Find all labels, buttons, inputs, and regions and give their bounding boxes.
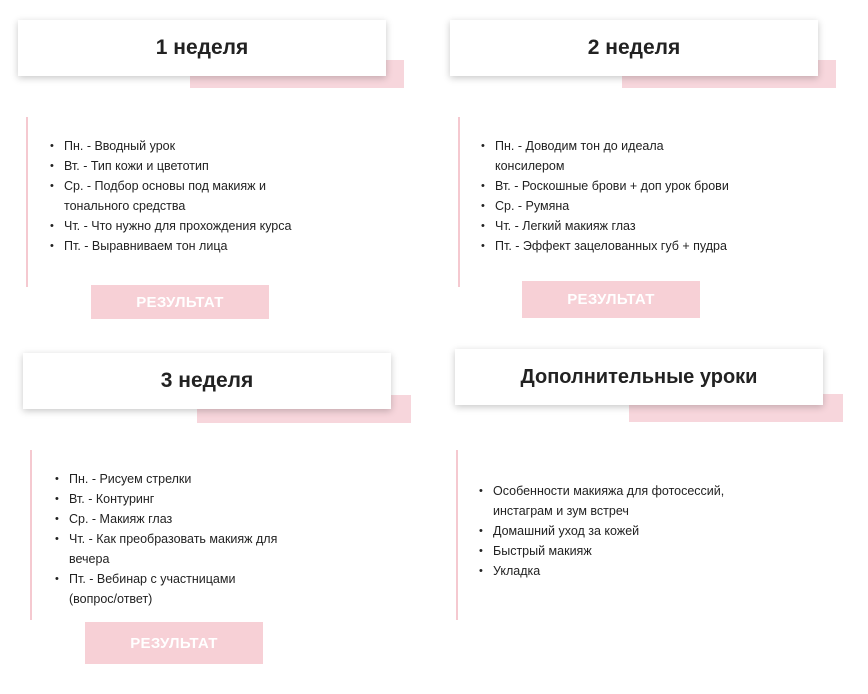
week-3-result-button[interactable]: РЕЗУЛЬТАТ xyxy=(85,622,263,664)
list-item: • Вт. - Роскошные брови + доп урок брови xyxy=(479,176,749,196)
week-1-title: 1 неделя xyxy=(18,20,386,76)
week-1-result-button[interactable]: РЕЗУЛЬТАТ xyxy=(91,285,269,319)
week-2-result-button[interactable]: РЕЗУЛЬТАТ xyxy=(522,281,700,318)
list-item: • Пт. - Выравниваем тон лица xyxy=(48,236,348,256)
extra-divider-line xyxy=(456,450,458,620)
week-2-divider-line xyxy=(458,117,460,287)
list-item: • Домашний уход за кожей xyxy=(477,521,757,541)
list-item: • Пн. - Рисуем стрелки xyxy=(53,469,333,489)
week-3-lesson-list xyxy=(53,469,333,609)
extra-lesson-list xyxy=(477,481,757,581)
week-1-lesson-list xyxy=(48,136,348,256)
list-item: • Пт. - Эффект зацелованных губ + пудра xyxy=(479,236,749,256)
list-item: • Ср. - Румяна xyxy=(479,196,749,216)
list-item: • Чт. - Легкий макияж глаз xyxy=(479,216,749,236)
extra-lessons-title: Дополнительные уроки xyxy=(455,349,823,405)
list-item: • Пн. - Доводим тон до идеала консилером xyxy=(479,136,685,176)
list-item: • Вт. - Тип кожи и цветотип xyxy=(48,156,348,176)
list-item: • Чт. - Что нужно для прохождения курса xyxy=(48,216,348,236)
list-item: • Особенности макияжа для фотосессий, инстаграм и зум встреч xyxy=(477,481,733,521)
list-item: • Пт. - Вебинар с участницами (вопрос/ответ) xyxy=(53,569,269,609)
week-2-lesson-list xyxy=(479,136,749,256)
week-3-divider-line xyxy=(30,450,32,620)
week-3-title: 3 неделя xyxy=(23,353,391,409)
list-item: • Укладка xyxy=(477,561,757,581)
list-item: • Ср. - Макияж глаз xyxy=(53,509,333,529)
list-item: • Ср. - Подбор основы под макияж и тонального средства xyxy=(48,176,294,216)
list-item: • Пн. - Вводный урок xyxy=(48,136,348,156)
list-item: • Вт. - Контуринг xyxy=(53,489,333,509)
week-2-title: 2 неделя xyxy=(450,20,818,76)
week-1-divider-line xyxy=(26,117,28,287)
list-item: • Чт. - Как преобразовать макияж для вечера xyxy=(53,529,304,569)
list-item: • Быстрый макияж xyxy=(477,541,757,561)
